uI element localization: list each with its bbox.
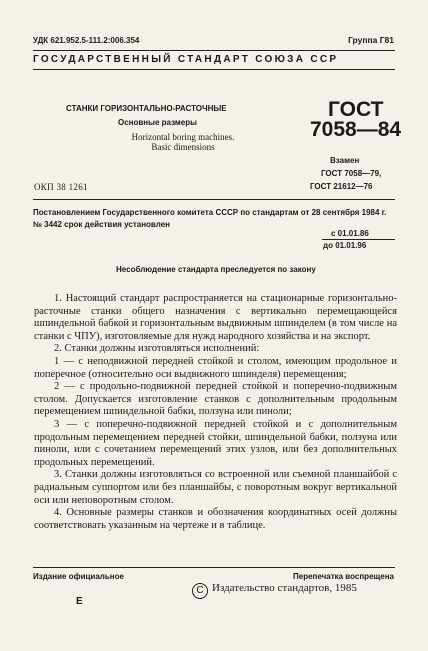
state-standard-banner: ГОСУДАРСТВЕННЫЙ СТАНДАРТ СОЮЗА ССР [33, 54, 339, 65]
official-edition: Издание официальное [33, 572, 124, 581]
edition-letter: Е [76, 596, 83, 607]
replaces-item-2: ГОСТ 21612—76 [310, 182, 373, 191]
title-ru: СТАНКИ ГОРИЗОНТАЛЬНО-РАСТОЧНЫЕ [66, 104, 227, 113]
decree-rule [33, 199, 395, 200]
title-en [118, 132, 248, 152]
clause-1: 1. Настоящий стандарт распространяется на стационарные горизонтально-расточные станки общего назначения с вертикально перемещающейся шпиндельной бабкой и горизонтальным выдвижным шпинделем (в том числе на станки с ЧПУ), изготовляемые для нужд народного хозяйства и на экспорт. [34, 293, 397, 342]
gost-label: ГОСТ [328, 98, 384, 121]
clause-2-variant-3: 3 — с поперечно-подвижной передней стойкой и с дополнительным продольным перемещением передней стойки, шпиндельной бабки, ползуна или пиноли, или с сочетанием перемещений этих узлов, или без дополнительных продольных перемещений. [34, 418, 397, 468]
standard-body [34, 293, 397, 532]
clause-2: 2. Станки должны изготовляться исполнений: [54, 343, 260, 355]
udk-code: УДК 621.952.5-111.2:006.354 [33, 36, 140, 45]
gost-number: 7058—84 [310, 118, 402, 141]
top-rule [33, 50, 395, 51]
subtitle-ru: Основные размеры [118, 118, 197, 127]
title-en-line2: Basic dimensions [151, 142, 215, 152]
decree-text: Постановлением Государственного комитета СССР по стандартам от 28 сентября 1984 г. № 3442 срок действия установлен [33, 208, 387, 229]
copyright-icon: C [192, 583, 208, 599]
valid-from: с 01.01.86 [331, 229, 369, 238]
group-code: Группа Г81 [348, 35, 394, 45]
legal-warning: Несоблюдение стандарта преследуется по закону [116, 265, 316, 274]
replaces-item-1: ГОСТ 7058—79, [321, 169, 382, 178]
clause-2-variant-2: 2 — с продольно-подвижной передней стойкой и поперечно-подвижным столом. Допускается изготовление станков с дополнительным продольным перемещением шпиндельной бабки, ползуна или пиноли; [34, 381, 397, 418]
reprint-prohibited: Перепечатка воспрещена [293, 572, 394, 581]
publisher-line [192, 582, 357, 599]
clause-3: 3. Станки должны изготовляться со встроенной или съемной планшайбой с радиальным суппортом или без планшайбы, с поворотным вокруг вертикальной оси или неповоротным столом. [34, 469, 397, 506]
valid-to: до 01.01.96 [323, 241, 367, 250]
footer-rule [33, 567, 395, 568]
validity-divider [322, 239, 395, 240]
clause-2-variant-1: 1 — с неподвижной передней стойкой и столом, имеющим продольное и поперечное (относительно оси выдвижного шпинделя) перемещения; [34, 355, 397, 380]
clause-4: 4. Основные размеры станков и обозначения координатных осей должны соответствовать указанным на чертеже и в таблице. [34, 507, 397, 531]
banner-rule [33, 69, 395, 70]
okp-code: ОКП 38 1261 [34, 182, 88, 192]
title-en-line1: Horizontal boring machines. [131, 132, 235, 142]
replaces-label: Взамен [330, 156, 360, 165]
publisher-name: Издательство стандартов, 1985 [212, 582, 357, 594]
